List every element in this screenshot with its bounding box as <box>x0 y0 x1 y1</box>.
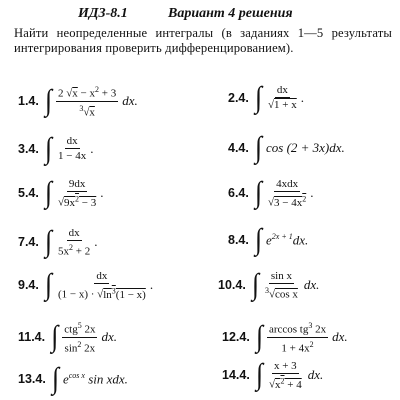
problem-1-4: 1.4. ∫ $\frac{2 √x - x^2 + 3}{^3√x}$ dx. <box>18 83 138 119</box>
problem-8-4: 8.4. ∫ $e^{2x + 1}dx$. <box>228 222 309 257</box>
problem-7-4: 7.4. ∫ $\frac{dx}{5x^2 + 2}$ . <box>18 225 98 259</box>
problem-number: 2.4. <box>228 90 249 105</box>
problem-number: 14.4. <box>222 368 250 383</box>
variant-title: Вариант 4 решения <box>168 6 293 21</box>
problem-9-4: 9.4. ∫ $\frac{dx}{(1 - x) \cdot √\ln^3(1 - x)}$ . <box>18 268 154 302</box>
problem-11-4: 11.4. ∫ $\frac{ctg^5 2x}{\sin^2 2x}$ dx. <box>18 319 117 355</box>
problem-number: 4.4. <box>228 141 249 155</box>
problem-6-4: 6.4. ∫ $\frac{\text{4xdx}}{√3 - 4x^2}$ . <box>228 176 314 210</box>
problem-3-4: 3.4. ∫ $\frac{dx}{1 - 4x}$ . <box>18 131 94 165</box>
task-instructions: Найти неопределенные интегралы (в заданиях 1—5 результаты интегрирования проверить дифференцированием). <box>14 26 392 55</box>
problem-number: 5.4. <box>18 186 39 201</box>
problem-number: 6.4. <box>228 186 249 201</box>
problem-number: 7.4. <box>18 235 39 250</box>
problem-number: 12.4. <box>222 330 250 345</box>
problem-number: 13.4. <box>18 372 46 386</box>
problem-number: 3.4. <box>18 141 39 156</box>
problem-10-4: 10.4. ∫ $\frac{\text{sin x}}{^3√\cos x}$ dx. <box>218 268 320 302</box>
problem-number: 8.4. <box>228 233 249 247</box>
problem-4-4: 4.4. ∫ cos (2 + 3x)dx. <box>228 130 345 165</box>
problem-number: 9.4. <box>18 278 39 293</box>
problem-13-4: 13.4. ∫ $e^{cos x}$ sin xdx. <box>18 361 128 396</box>
problem-12-4: 12.4. ∫ $\frac{\arccos tg^3 2x}{1 + 4x^2}$ dx. <box>222 319 348 355</box>
problem-number: 1.4. <box>18 94 39 109</box>
problem-number: 10.4. <box>218 278 246 293</box>
problem-5-4: 5.4. ∫ $\frac{9dx}{√9x^2 - 3}$ . <box>18 176 104 210</box>
problem-2-4: 2.4. ∫ $\frac{dx}{√1 + x}$ . <box>228 80 304 114</box>
assignment-title: ИДЗ-8.1 <box>78 6 128 21</box>
problem-14-4: 14.4. ∫ $\frac{x + 3}{√x^2 + 4}$ dx. <box>222 358 324 392</box>
problem-number: 11.4. <box>18 330 46 345</box>
